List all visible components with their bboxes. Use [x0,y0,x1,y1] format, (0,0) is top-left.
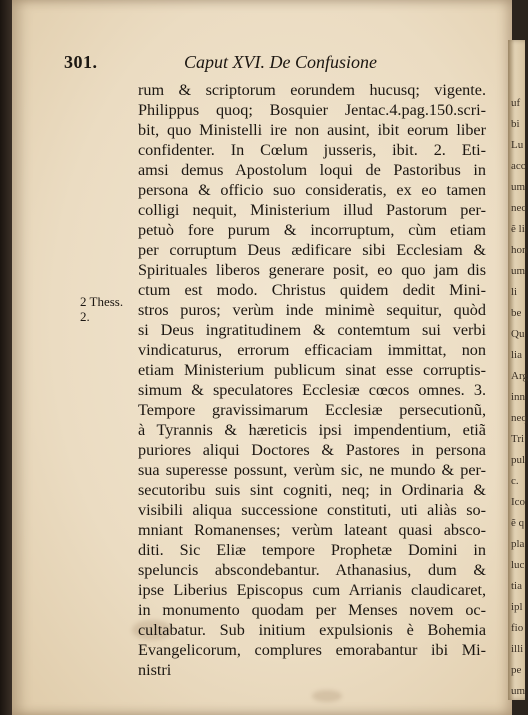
next-page-fragment: acc [511,160,526,172]
text-line: etiam Ministerium publicum sinat esse corruptis- [138,361,486,379]
next-page-fragment: bi [511,118,520,130]
text-line: Philippus quoq; Bosquier Jentac.4.pag.150.scri- [138,101,486,119]
text-line: Spirituales liberos generare posit, eo quo jam dis [138,261,486,279]
next-page-fragment: pla [511,538,525,550]
text-line: amsi demus Apostolum loqui de Pastoribus in [138,161,486,179]
text-line: diti. Sic Eliæ tempore Prophetæ Domini in [138,541,486,559]
next-page-fragment: tia [511,580,522,592]
next-page-fragment: pe [511,664,522,676]
next-page-fragment: ipl [511,601,523,613]
text-line: visibili aliqua successione constituti, uti aliàs so- [138,501,486,519]
text-line: persona & officio suo consideratis, ex eo tamen [138,181,486,199]
text-line: Evangelicorum, complures emorabantur ibi Mi- [138,641,486,659]
next-page-fragment: Tri [511,433,525,445]
next-page-fragment: um [511,685,526,697]
text-line: si Deus ingratitudinem & contemtum sui verbi [138,321,486,339]
text-line: in monumento quodam per Menses novem oc- [138,601,486,619]
next-page-fragment: um [511,181,526,193]
text-line: simum & speculatores Ecclesiæ cœcos omnes. 3. [138,381,486,399]
margin-reference-chapter: 2. [80,309,90,324]
text-line: sua superesse possunt, verùm sic, ne mundo & per- [138,461,486,479]
margin-reference [80,294,136,324]
next-page-fragment: c. [511,475,519,487]
text-line: speluncis abscondebantur. Athanasius, dum & [138,561,486,579]
next-page-fragment: be [511,307,522,319]
next-page-fragment: inn [511,391,526,403]
text-line: Tempore gravissimarum Ecclesiæ persecutionũ, [138,401,486,419]
next-page-fragment: neq [511,412,527,424]
text-line: cultabatur. Sub initium expulsionis è Bohemia [138,621,486,639]
next-page-fragment: li [511,286,518,298]
next-page-fragment: illi [511,643,524,655]
text-line: ctum est modo. Christus quidem dedit Mini- [138,281,486,299]
next-page-edge [508,40,528,700]
next-page-fragment: uf [511,97,521,109]
next-page-fragment: nec [511,202,527,214]
paper-stain [312,690,342,702]
text-line: bit, quo Ministelli ire non ausint, ibit eorum liber [138,121,486,139]
running-title: Caput XVI. De Confusione [184,52,377,72]
next-page-fragment: pul [511,454,526,466]
text-line: puriores aliqui Doctores & Pastores in persona [138,441,486,459]
next-page-fragment: ẽ q [511,517,525,529]
text-line: per corruptum Deus ædificare sibi Ecclesiam & [138,241,486,259]
text-line: vindicaturus, errorum efficaciam immittat, non [138,341,486,359]
next-page-fragment: Ico [511,496,526,508]
next-page-fragment: fio [511,622,524,634]
next-page-fragment: um [511,265,526,277]
text-line: mniant Romanenses; verùm lateant quasi absco- [138,521,486,539]
text-line: colligi nequit, Ministerium illud Pastorum per- [138,201,486,219]
text-line: stros puros; verùm inde minimè sequitur, quòd [138,301,486,319]
text-line: à Tyrannis & hæreticis ipsi impendentium, etiã [138,421,486,439]
next-page-fragment: Lu [511,139,524,151]
text-line: ipse Liberius Episcopus cum Arrianis claudicaret, [138,581,486,599]
next-page-fragment: Arg [511,370,528,382]
page-number: 301. [64,52,98,72]
margin-reference-book: 2 Thess. [80,294,124,309]
next-page-fragment: ẽ li [511,223,525,235]
text-line: confidenter. In Cœlum jusseris, ibit. 2. Eti- [138,141,486,159]
body-text [138,80,486,680]
book-gutter [0,0,12,715]
text-line: nistri [138,661,172,679]
next-page-fragment: hon [511,244,528,256]
next-page-fragment: luc [511,559,525,571]
text-line: rum & scriptorum eorundem hucusq; vigente. [138,81,486,99]
text-line: petuò fore purum & incorruptum, cùm etiam [138,221,486,239]
next-page-fragment: lia [511,349,522,361]
next-page-fragment: Qu [511,328,525,340]
page-header [64,52,484,74]
text-line: secutoribu suis sint cogniti, neq; in Ordinaria & [138,481,486,499]
